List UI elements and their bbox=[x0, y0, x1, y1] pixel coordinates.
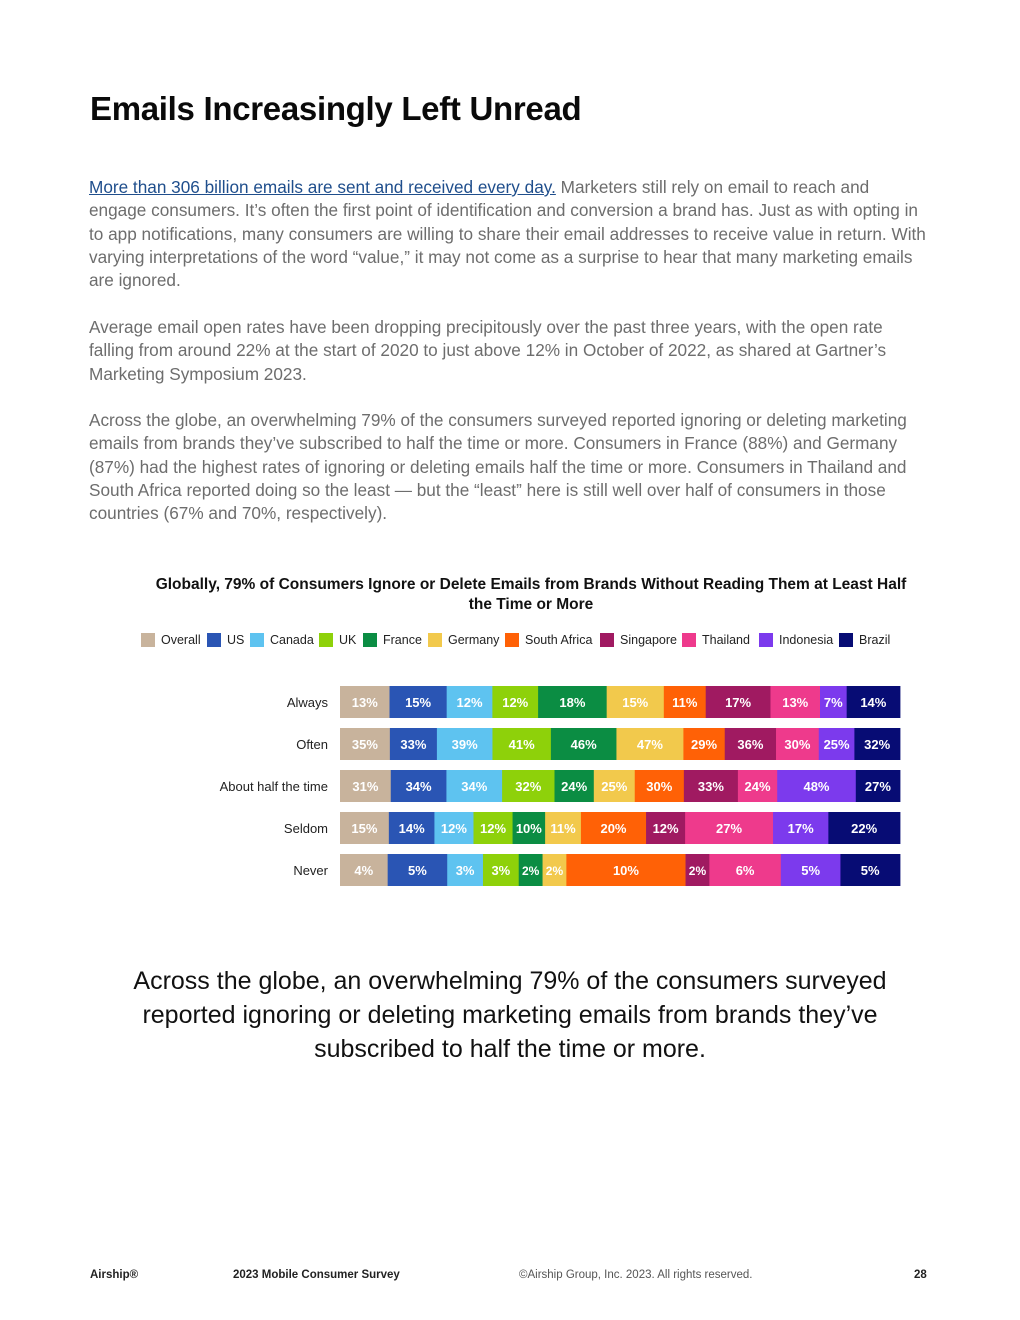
data-label: 32% bbox=[515, 779, 542, 794]
data-label: 27% bbox=[864, 779, 891, 794]
category-label: Always bbox=[286, 695, 328, 710]
data-label: 25% bbox=[823, 737, 850, 752]
data-label: 15% bbox=[622, 695, 649, 710]
data-label: 10% bbox=[612, 863, 639, 878]
intro-paragraph-text: Marketers still rely on email to reach and engage consumers. It’s often the first point of identification and conversion a brand has. Just as with opting in to app notifications, many consumers are willing to share their email addresses to receive value in return. With varying interpretations of the word “value,” it may not come as a surprise to hear that many marketing emails are ignored. bbox=[89, 177, 926, 291]
data-label: 14% bbox=[398, 821, 425, 836]
data-label: 11% bbox=[672, 695, 698, 710]
data-label: 34% bbox=[461, 779, 488, 794]
data-label: 7% bbox=[823, 695, 843, 710]
data-label: 22% bbox=[851, 821, 878, 836]
footer-page-number: 28 bbox=[914, 1269, 927, 1281]
category-label: Never bbox=[293, 863, 328, 878]
data-label: 11% bbox=[550, 821, 576, 836]
data-label: 18% bbox=[559, 695, 586, 710]
legend-label: UK bbox=[339, 633, 357, 647]
footer-survey-title: 2023 Mobile Consumer Survey bbox=[233, 1269, 400, 1281]
data-label: 25% bbox=[601, 779, 628, 794]
pull-quote: Across the globe, an overwhelming 79% of the consumers surveyed reported ignoring or deleting marketing emails from brands they’ve subscribed to half the time or more. bbox=[133, 967, 887, 1063]
data-label: 12% bbox=[652, 821, 679, 836]
data-label: 30% bbox=[784, 737, 811, 752]
data-label: 12% bbox=[502, 695, 529, 710]
data-label: 20% bbox=[600, 821, 627, 836]
footer-brand: Airship® bbox=[90, 1269, 139, 1281]
legend-label: Germany bbox=[448, 633, 500, 647]
data-label: 48% bbox=[803, 779, 830, 794]
data-label: 4% bbox=[354, 863, 374, 878]
data-label: 10% bbox=[515, 821, 542, 836]
legend-label: Thailand bbox=[702, 633, 750, 647]
legend-label: France bbox=[383, 633, 422, 647]
data-label: 15% bbox=[351, 821, 378, 836]
data-label: 12% bbox=[456, 695, 483, 710]
category-label: Seldom bbox=[283, 821, 328, 836]
data-label: 35% bbox=[351, 737, 378, 752]
data-label: 36% bbox=[737, 737, 764, 752]
legend-label: Overall bbox=[161, 633, 201, 647]
data-label: 2% bbox=[688, 864, 707, 878]
data-label: 29% bbox=[691, 737, 718, 752]
legend-label: South Africa bbox=[525, 633, 593, 647]
data-label: 41% bbox=[508, 737, 535, 752]
data-label: 12% bbox=[480, 821, 507, 836]
data-label: 15% bbox=[405, 695, 432, 710]
page-title: Emails Increasingly Left Unread bbox=[90, 90, 582, 127]
email-stat-link[interactable]: More than 306 billion emails are sent and received every day. bbox=[89, 177, 556, 197]
data-label: 32% bbox=[864, 737, 891, 752]
data-label: 39% bbox=[451, 737, 478, 752]
data-label: 30% bbox=[646, 779, 673, 794]
legend-label: US bbox=[227, 633, 245, 647]
data-label: 24% bbox=[561, 779, 588, 794]
data-label: 6% bbox=[735, 863, 755, 878]
data-label: 5% bbox=[408, 863, 427, 878]
data-label: 5% bbox=[860, 863, 880, 878]
data-label: 3% bbox=[491, 863, 511, 878]
data-label: 13% bbox=[782, 695, 809, 710]
data-label: 33% bbox=[697, 779, 724, 794]
data-label: 17% bbox=[787, 821, 814, 836]
data-label: 24% bbox=[744, 779, 771, 794]
footer-copyright: ©Airship Group, Inc. 2023. All rights reserved. bbox=[519, 1269, 753, 1281]
data-label: 12% bbox=[440, 821, 467, 836]
data-label: 33% bbox=[400, 737, 427, 752]
legend-label: Indonesia bbox=[779, 633, 834, 647]
legend-label: Canada bbox=[270, 633, 314, 647]
category-label: About half the time bbox=[219, 779, 328, 794]
data-label: 34% bbox=[405, 779, 432, 794]
chart-title: Globally, 79% of Consumers Ignore or Delete Emails from Brands Without Reading Them at Least Half the Time or More bbox=[155, 576, 907, 613]
data-label: 17% bbox=[725, 695, 752, 710]
global-stats-paragraph: Across the globe, an overwhelming 79% of the consumers surveyed reported ignoring or deleting marketing emails from brands they’ve subscribed to half the time or more. Consumers in France (88%) and Germany (87%) had the highest rates of ignoring or deleting emails half the time or more. Consumers in Thailand and South Africa reported doing so the least — but the “least” here is still well over half of consumers in those countries (67% and 70%, respectively). bbox=[89, 410, 907, 524]
data-label: 2% bbox=[521, 864, 540, 878]
data-label: 27% bbox=[716, 821, 743, 836]
legend-label: Brazil bbox=[859, 633, 891, 647]
legend-label: Singapore bbox=[620, 633, 677, 647]
data-label: 47% bbox=[636, 737, 663, 752]
data-label: 31% bbox=[352, 779, 379, 794]
data-label: 2% bbox=[545, 864, 564, 878]
open-rate-paragraph: Average email open rates have been dropping precipitously over the past three years, with the open rate falling from around 22% at the start of 2020 to just above 12% in October of 2022, as shared at Gartner’s Marketing Symposium 2023. bbox=[89, 317, 887, 384]
category-label: Often bbox=[296, 737, 328, 752]
data-label: 5% bbox=[801, 863, 821, 878]
data-label: 14% bbox=[860, 695, 887, 710]
data-label: 3% bbox=[455, 863, 475, 878]
data-label: 46% bbox=[570, 737, 597, 752]
data-label: 13% bbox=[351, 695, 378, 710]
